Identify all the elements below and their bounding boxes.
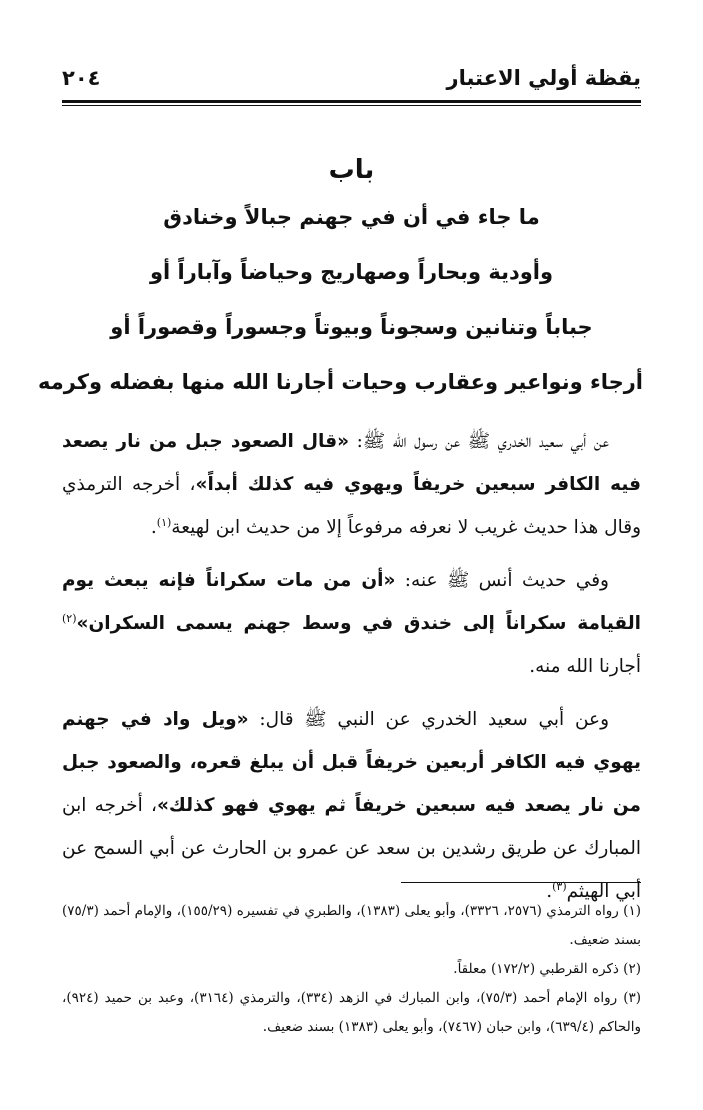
footnote-ref: (٢)	[62, 611, 77, 625]
footnotes	[62, 897, 641, 1042]
paragraph-end: .	[546, 881, 553, 902]
hadith-quote: «أن من مات سكراناً فإنه يبعث يوم القيامة سكراناً إلى خندق في وسط جهنم يسمى السكران»	[62, 570, 641, 634]
paragraph-end: .	[150, 517, 157, 538]
chapter-title-line: ما جاء في أن في جهنم جبالاً وخنادق	[163, 205, 540, 229]
paragraph-intro: وفي حديث أنس ﷺ عنه:	[395, 570, 609, 591]
paragraph-commentary: ، أخرجه الترمذي وقال هذا حديث غريب لا نعرفه مرفوعاً إلا من حديث ابن لهيعة	[62, 474, 641, 538]
footnote-separator	[401, 882, 641, 883]
paragraph-commentary: ، أخرجه ابن المبارك عن طريق رشدين بن سعد عن عمرو بن الحارث عن أبي السمح عن أبي الهيثم	[62, 795, 641, 902]
paragraph-intro: وعن أبي سعيد الخدري عن النبي ﷺ قال:	[248, 709, 609, 730]
page-header	[62, 58, 641, 98]
chapter-heading	[37, 150, 643, 410]
paragraph	[62, 559, 641, 688]
chapter-label: باب	[328, 155, 375, 185]
footnote: (٣) رواه الإمام أحمد (٧٥/٣)، وابن المبارك في الزهد (٣٣٤)، والترمذي (٣١٦٤)، وعبد بن حميد (٩٢٤)، والحاكم (٦٣٩/٤)، وابن حبان (٧٤٦٧)، وأبو يعلى (١٣٨٣) بسند ضعيف.	[62, 990, 642, 1035]
footnote: (٢) ذكره القرطبي (١٧٢/٢) معلقاً.	[453, 961, 641, 977]
running-title: يقظة أولي الاعتبار	[446, 66, 641, 90]
paragraph-end: أجارنا الله منه.	[529, 656, 641, 677]
paragraph	[62, 420, 641, 549]
hadith-quote: «قال الصعود جبل من نار يصعد فيه الكافر سبعين خريفاً ويهوي فيه كذلك أبداً»	[62, 431, 641, 495]
hadith-quote: «ويل واد في جهنم يهوي فيه الكافر أربعين خريفاً قبل أن يبلغ قعره، والصعود جبل من نار يصعد فيه سبعين خريفاً ثم يهوي فهو كذلك»	[62, 709, 641, 816]
footnote: (١) رواه الترمذي (٢٥٧٦، ٣٣٢٦)، وأبو يعلى (١٣٨٣)، والطبري في تفسيره (١٥٥/٢٩)، والإمام أحمد (٧٥/٣) بسند ضعيف.	[62, 903, 641, 948]
page-number: ٢٠٤	[62, 66, 101, 90]
paragraph	[62, 698, 641, 913]
footnote-ref: (٣)	[552, 879, 567, 893]
footnote-ref: (١)	[156, 515, 172, 529]
chapter-title-line: أرجاء ونواعير وعقارب وحيات أجارنا الله منها بفضله وكرمه	[37, 370, 643, 394]
paragraph-intro: عن أبي سعيد الخدري ﷺ عن رسول الله ﷺ:	[349, 431, 610, 452]
header-rule-thick	[62, 100, 641, 103]
chapter-title-line: جباباً وتنانين وسجوناً وبيوتاً وجسوراً وقصوراً أو	[110, 315, 593, 339]
main-text	[62, 420, 641, 923]
chapter-title-line: وأودية وبحاراً وصهاريج وحياضاً وآباراً أو	[149, 260, 554, 284]
header-rule-thin	[62, 105, 641, 106]
